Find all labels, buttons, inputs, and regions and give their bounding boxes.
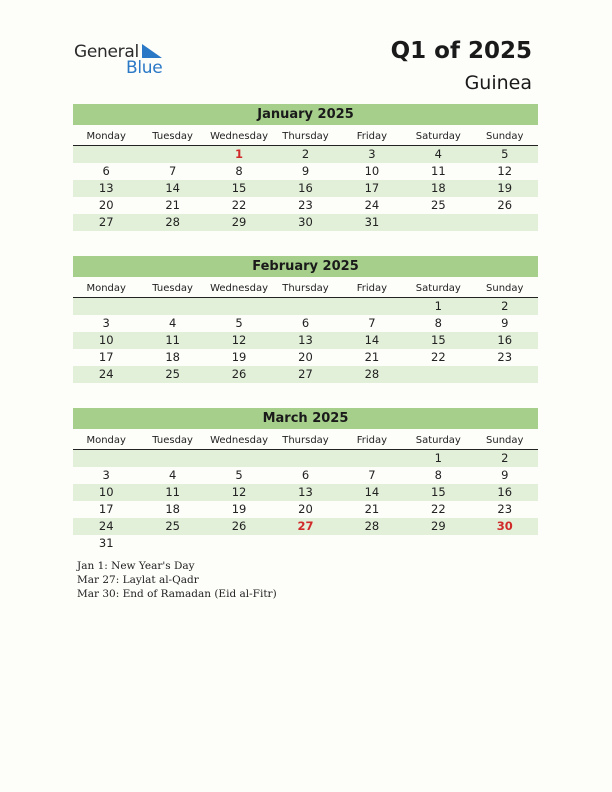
day-cell: 5 bbox=[501, 147, 509, 161]
day-cell: 6 bbox=[102, 164, 110, 178]
day-cell: 14 bbox=[364, 333, 380, 347]
day-cell: 4 bbox=[434, 147, 442, 161]
weekday-label: Monday bbox=[86, 435, 126, 446]
weekday-header-row bbox=[73, 128, 538, 146]
day-cell: 21 bbox=[165, 198, 180, 212]
day-cell: 8 bbox=[434, 468, 442, 482]
day-cell: 26 bbox=[231, 367, 247, 381]
week-row bbox=[73, 501, 538, 518]
day-cell bbox=[206, 298, 272, 315]
page-subtitle: Guinea bbox=[464, 72, 532, 94]
day-cell bbox=[339, 298, 405, 315]
day-cell: 31 bbox=[98, 536, 114, 550]
day-cell: 28 bbox=[165, 215, 180, 229]
weekday-header-row bbox=[73, 432, 538, 450]
day-cell: 13 bbox=[98, 181, 114, 195]
day-cell: 3 bbox=[102, 316, 110, 330]
month-calendar-march bbox=[73, 408, 538, 552]
week-row bbox=[73, 450, 538, 467]
day-cell: 8 bbox=[434, 316, 442, 330]
day-cell bbox=[272, 450, 338, 467]
day-cell: 8 bbox=[235, 164, 243, 178]
weekday-label: Tuesday bbox=[152, 435, 193, 446]
week-row bbox=[73, 163, 538, 180]
day-cell bbox=[206, 535, 272, 552]
month-calendar-february bbox=[73, 256, 538, 383]
day-cell: 9 bbox=[501, 468, 509, 482]
day-cell: 20 bbox=[298, 350, 313, 364]
logo-blue-text: Blue bbox=[126, 58, 163, 78]
logo-general-text: General bbox=[74, 42, 139, 62]
day-cell: 11 bbox=[165, 333, 180, 347]
day-cell: 24 bbox=[364, 198, 380, 212]
day-cell: 27 bbox=[298, 367, 313, 381]
weekday-label: Thursday bbox=[282, 283, 329, 294]
day-cell: 11 bbox=[165, 485, 180, 499]
weekday-label: Wednesday bbox=[210, 435, 268, 446]
day-cell: 28 bbox=[364, 519, 380, 533]
day-cell: 6 bbox=[301, 316, 310, 330]
weekday-label: Sunday bbox=[486, 131, 524, 142]
day-cell: 25 bbox=[165, 367, 180, 381]
day-cell: 18 bbox=[431, 181, 446, 195]
day-cell: 23 bbox=[497, 502, 513, 516]
weekday-label: Friday bbox=[356, 435, 388, 446]
day-cell: 16 bbox=[497, 333, 513, 347]
weekday-label: Thursday bbox=[282, 131, 329, 142]
week-row bbox=[73, 518, 538, 535]
page-title: Q1 of 2025 bbox=[390, 38, 532, 64]
day-cell bbox=[472, 535, 538, 552]
day-cell: 9 bbox=[301, 164, 310, 178]
day-cell: 13 bbox=[298, 333, 313, 347]
day-cell bbox=[405, 366, 471, 383]
weekday-label: Saturday bbox=[415, 435, 461, 446]
day-cell: 21 bbox=[364, 350, 380, 364]
week-row bbox=[73, 467, 538, 484]
day-cell: 23 bbox=[497, 350, 513, 364]
day-cell: 19 bbox=[231, 502, 247, 516]
day-cell: 20 bbox=[298, 502, 313, 516]
day-cell: 22 bbox=[431, 502, 446, 516]
day-cell: 24 bbox=[98, 519, 114, 533]
day-cell: 6 bbox=[301, 468, 310, 482]
month-calendar-january bbox=[73, 104, 538, 231]
day-cell: 18 bbox=[165, 350, 180, 364]
day-cell: 25 bbox=[165, 519, 180, 533]
day-cell bbox=[139, 450, 205, 467]
day-cell bbox=[73, 146, 139, 163]
day-cell bbox=[272, 535, 338, 552]
month-title: March 2025 bbox=[73, 408, 538, 429]
day-cell: 4 bbox=[168, 468, 177, 482]
day-cell: 29 bbox=[431, 519, 446, 533]
week-row bbox=[73, 535, 538, 552]
day-cell: 24 bbox=[98, 367, 114, 381]
holiday-note: Mar 30: End of Ramadan (Eid al-Fitr) bbox=[77, 588, 277, 600]
day-cell: 19 bbox=[497, 181, 513, 195]
day-cell: 2 bbox=[501, 299, 509, 313]
week-row bbox=[73, 366, 538, 383]
day-cell: 19 bbox=[231, 350, 247, 364]
day-cell bbox=[405, 214, 471, 231]
day-cell: 4 bbox=[168, 316, 177, 330]
month-title: February 2025 bbox=[73, 256, 538, 277]
weekday-label: Friday bbox=[356, 283, 388, 294]
weekday-label: Sunday bbox=[486, 283, 524, 294]
weekday-label: Monday bbox=[86, 131, 126, 142]
holiday-day-cell: 27 bbox=[297, 519, 314, 533]
weekday-label: Wednesday bbox=[210, 283, 268, 294]
day-cell: 26 bbox=[231, 519, 247, 533]
day-cell bbox=[206, 450, 272, 467]
day-cell: 7 bbox=[168, 164, 177, 178]
day-cell: 12 bbox=[231, 485, 247, 499]
week-row bbox=[73, 146, 538, 163]
day-cell: 15 bbox=[231, 181, 247, 195]
day-cell: 12 bbox=[497, 164, 513, 178]
day-cell: 30 bbox=[298, 215, 313, 229]
day-cell bbox=[339, 450, 405, 467]
weekday-label: Sunday bbox=[486, 435, 524, 446]
day-cell: 28 bbox=[364, 367, 380, 381]
day-cell bbox=[73, 450, 139, 467]
day-cell: 11 bbox=[431, 164, 446, 178]
day-cell: 29 bbox=[231, 215, 247, 229]
day-cell: 13 bbox=[298, 485, 313, 499]
day-cell: 1 bbox=[434, 451, 442, 465]
day-cell: 21 bbox=[364, 502, 380, 516]
week-row bbox=[73, 315, 538, 332]
weekday-label: Thursday bbox=[282, 435, 329, 446]
day-cell: 7 bbox=[368, 316, 376, 330]
holiday-note: Jan 1: New Year's Day bbox=[77, 560, 195, 572]
day-cell: 26 bbox=[497, 198, 513, 212]
day-cell: 20 bbox=[98, 198, 114, 212]
week-row bbox=[73, 180, 538, 197]
day-cell: 23 bbox=[298, 198, 313, 212]
weekday-label: Wednesday bbox=[210, 131, 268, 142]
week-row bbox=[73, 332, 538, 349]
day-cell: 15 bbox=[431, 485, 446, 499]
weekday-label: Tuesday bbox=[152, 131, 193, 142]
month-title: January 2025 bbox=[73, 104, 538, 125]
day-cell: 22 bbox=[231, 198, 247, 212]
day-cell: 9 bbox=[501, 316, 509, 330]
day-cell: 16 bbox=[298, 181, 313, 195]
week-row bbox=[73, 484, 538, 501]
week-row bbox=[73, 197, 538, 214]
weekday-label: Saturday bbox=[415, 283, 461, 294]
weekday-label: Friday bbox=[356, 131, 388, 142]
day-cell: 15 bbox=[431, 333, 446, 347]
day-cell bbox=[139, 535, 205, 552]
week-row bbox=[73, 298, 538, 315]
day-cell bbox=[139, 146, 205, 163]
day-cell: 7 bbox=[368, 468, 376, 482]
holiday-day-cell: 30 bbox=[496, 519, 513, 533]
weekday-label: Saturday bbox=[415, 131, 461, 142]
weekday-header-row bbox=[73, 280, 538, 298]
day-cell: 3 bbox=[368, 147, 376, 161]
day-cell: 1 bbox=[434, 299, 442, 313]
day-cell: 16 bbox=[497, 485, 513, 499]
day-cell bbox=[73, 298, 139, 315]
day-cell: 5 bbox=[235, 316, 243, 330]
day-cell: 18 bbox=[165, 502, 180, 516]
day-cell: 17 bbox=[98, 502, 114, 516]
day-cell bbox=[472, 366, 538, 383]
day-cell: 27 bbox=[98, 215, 114, 229]
day-cell: 5 bbox=[235, 468, 243, 482]
week-row bbox=[73, 349, 538, 366]
day-cell bbox=[272, 298, 338, 315]
holiday-note: Mar 27: Laylat al-Qadr bbox=[77, 574, 199, 586]
day-cell bbox=[405, 535, 471, 552]
weekday-label: Tuesday bbox=[152, 283, 193, 294]
day-cell: 14 bbox=[364, 485, 380, 499]
day-cell: 17 bbox=[98, 350, 114, 364]
day-cell bbox=[472, 214, 538, 231]
holiday-notes bbox=[77, 559, 277, 601]
day-cell: 25 bbox=[431, 198, 446, 212]
day-cell: 10 bbox=[98, 333, 114, 347]
day-cell: 10 bbox=[98, 485, 114, 499]
day-cell bbox=[339, 535, 405, 552]
day-cell bbox=[139, 298, 205, 315]
day-cell: 3 bbox=[102, 468, 110, 482]
week-row bbox=[73, 214, 538, 231]
holiday-day-cell: 1 bbox=[235, 147, 244, 161]
day-cell: 12 bbox=[231, 333, 247, 347]
weekday-label: Monday bbox=[86, 283, 126, 294]
day-cell: 22 bbox=[431, 350, 446, 364]
day-cell: 17 bbox=[364, 181, 380, 195]
day-cell: 2 bbox=[301, 147, 310, 161]
day-cell: 14 bbox=[165, 181, 180, 195]
day-cell: 10 bbox=[364, 164, 380, 178]
day-cell: 31 bbox=[364, 215, 380, 229]
brand-logo bbox=[74, 42, 174, 78]
day-cell: 2 bbox=[501, 451, 509, 465]
